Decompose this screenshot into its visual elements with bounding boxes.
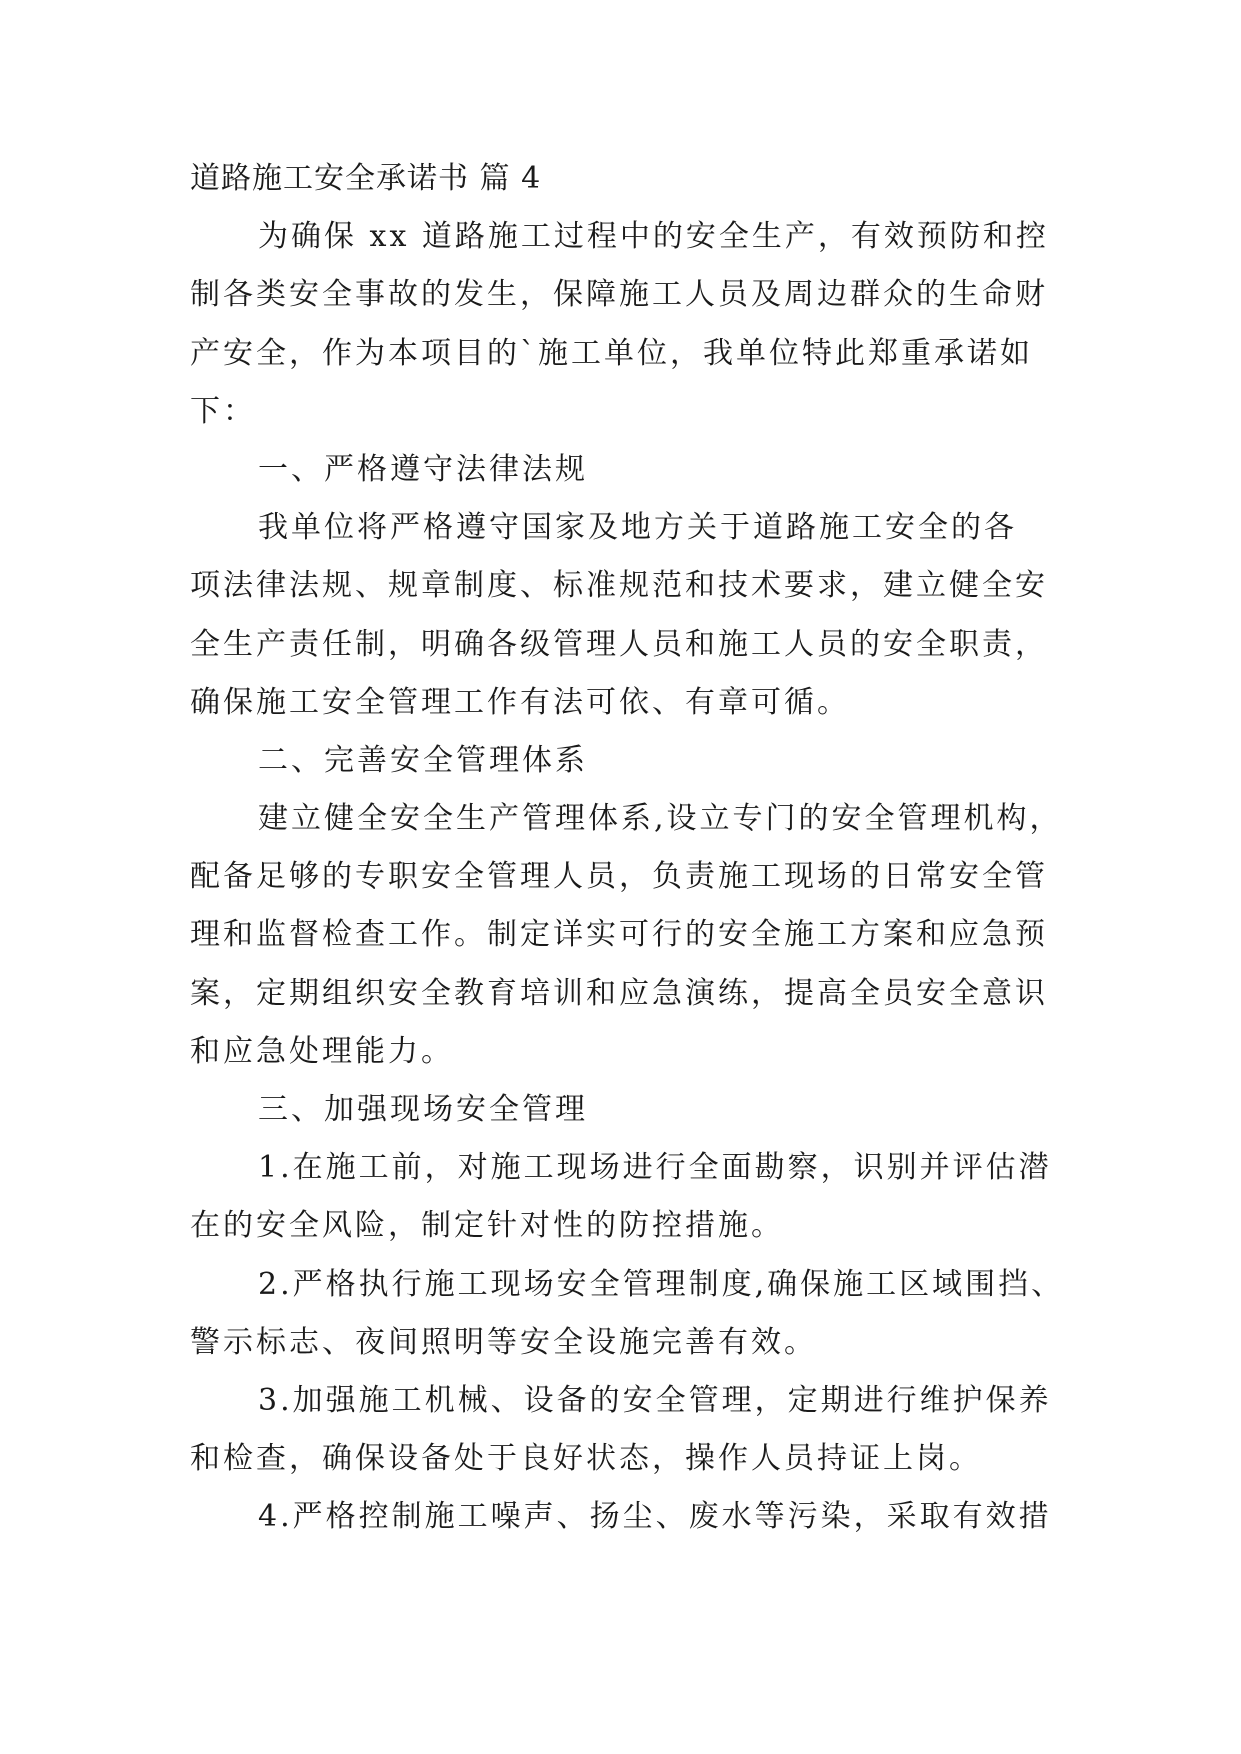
paragraph-line: 我单位将严格遵守国家及地方关于道路施工安全的各	[258, 510, 1017, 546]
list-item-line: 2.严格执行施工现场安全管理制度,确保施工区域围挡、	[258, 1266, 1065, 1302]
paragraph-line: 案，定期组织安全教育培训和应急演练，提高全员安全意识	[190, 975, 1048, 1011]
paragraph-line: 确保施工安全管理工作有法可依、有章可循。	[190, 684, 850, 720]
paragraph-line: 制各类安全事故的发生，保障施工人员及周边群众的生命财	[190, 277, 1048, 313]
paragraph-line: 为确保 xx 道路施工过程中的安全生产，有效预防和控	[258, 219, 1049, 255]
document-body	[190, 150, 1065, 1547]
list-item-line: 4.严格控制施工噪声、扬尘、废水等污染，采取有效措	[258, 1499, 1052, 1535]
list-item-line: 和检查，确保设备处于良好状态，操作人员持证上岗。	[190, 1441, 982, 1477]
section-heading: 二、完善安全管理体系	[258, 742, 588, 778]
section-heading: 三、加强现场安全管理	[258, 1092, 588, 1127]
document-title: 道路施工安全承诺书 篇 4	[190, 161, 542, 196]
paragraph-line: 产安全，作为本项目的`施工单位，我单位特此郑重承诺如	[190, 335, 1033, 371]
paragraph-line: 下：	[190, 393, 256, 429]
list-item-line: 警示标志、夜间照明等安全设施完善有效。	[190, 1324, 817, 1360]
section-heading: 一、严格遵守法律法规	[258, 451, 588, 487]
list-item-line: 3.加强施工机械、设备的安全管理，定期进行维护保养	[258, 1382, 1052, 1418]
list-item-line: 1.在施工前，对施工现场进行全面勘察，识别并评估潜	[258, 1150, 1052, 1186]
paragraph-line: 建立健全安全生产管理体系,设立专门的安全管理机构，	[258, 801, 1063, 837]
list-item-line: 在的安全风险，制定针对性的防控措施。	[190, 1208, 784, 1244]
paragraph-line: 项法律法规、规章制度、标准规范和技术要求，建立健全安	[190, 568, 1048, 604]
paragraph-line: 和应急处理能力。	[190, 1033, 454, 1069]
paragraph-line: 配备足够的专职安全管理人员，负责施工现场的日常安全管	[190, 859, 1048, 895]
paragraph-line: 理和监督检查工作。制定详实可行的安全施工方案和应急预	[190, 917, 1048, 953]
paragraph-line: 全生产责任制，明确各级管理人员和施工人员的安全职责，	[190, 626, 1048, 662]
